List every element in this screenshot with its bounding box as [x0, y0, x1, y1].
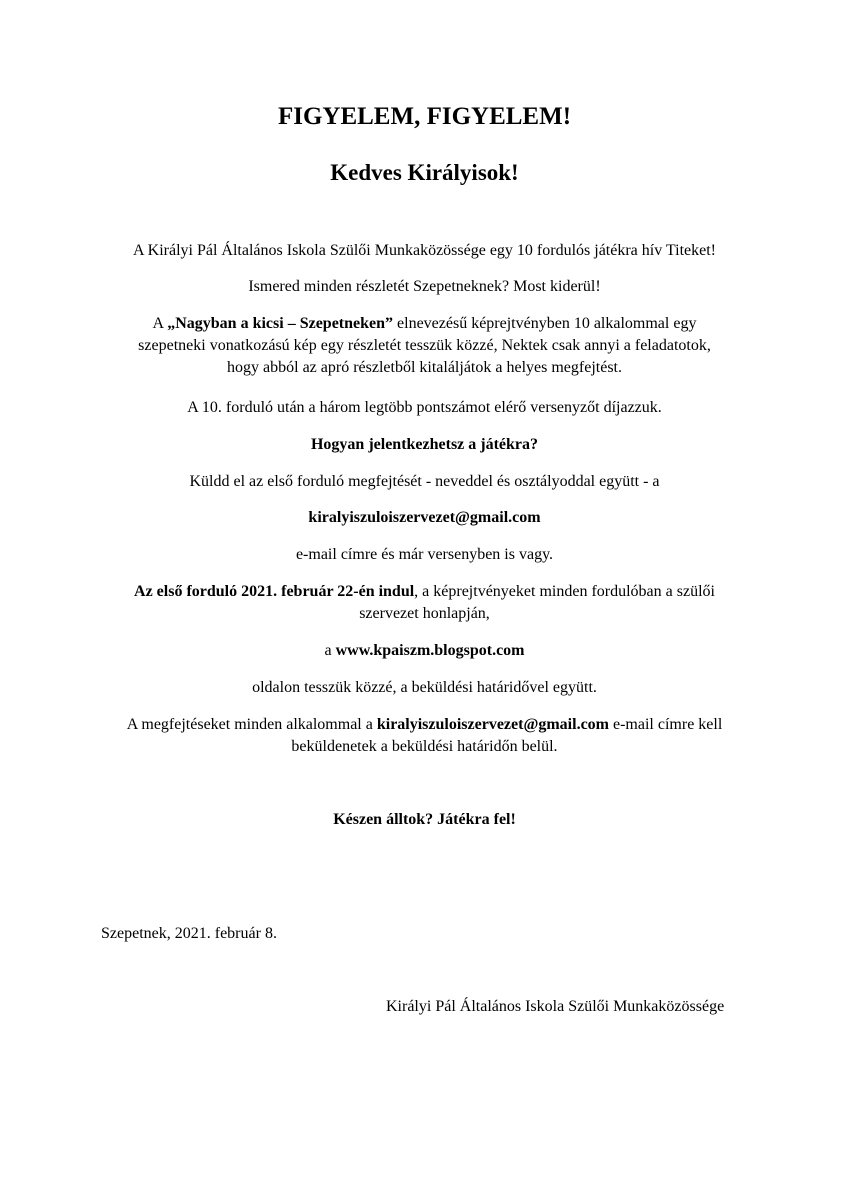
- question-paragraph: Ismered minden részletét Szepetneknek? Most kiderül!: [248, 278, 601, 295]
- email-address: [60, 507, 789, 529]
- email-suffix: e-mail címre és már versenyben is vagy.: [295, 546, 554, 563]
- date-line: Szepetnek, 2021. február 8.: [101, 925, 277, 942]
- website-line: [60, 640, 789, 662]
- email-text: kiralyiszuloiszervezet@gmail.com: [308, 509, 541, 526]
- website-url: www.kpaiszm.blogspot.com: [335, 642, 525, 659]
- start-date-line-1: [60, 581, 789, 603]
- description-line-1: [60, 313, 789, 335]
- how-to-join-text: Hogyan jelentkezhetsz a játékra?: [310, 436, 539, 453]
- description-pre: A: [152, 315, 168, 332]
- prize-paragraph: A 10. forduló után a három legtöbb pontszámot elérő versenyzőt díjazzuk.: [187, 399, 662, 416]
- description-line-3: hogy abból az apró részletből kitaláljátok a helyes megfejtést.: [227, 359, 622, 376]
- signature: Királyi Pál Általános Iskola Szülői Munkaközössége: [386, 998, 725, 1015]
- description-line-2: szepetneki vonatkozású kép egy részletét tesszük közzé, Nektek csak annyi a feladatotok,: [138, 337, 711, 354]
- send-instructions: Küldd el az első forduló megfejtését - neveddel és osztályoddal együtt - a: [189, 473, 660, 490]
- submit-pre: A megfejtéseket minden alkalommal a: [126, 716, 377, 733]
- submit-post: e-mail címre kell: [609, 716, 723, 733]
- game-name: „Nagyban a kicsi – Szepetneken”: [167, 315, 394, 332]
- submit-email: kiralyiszuloiszervezet@gmail.com: [376, 716, 609, 733]
- closing-line: [60, 809, 789, 831]
- intro-paragraph: A Királyi Pál Általános Iskola Szülői Munkaközössége egy 10 fordulós játékra hív Titeket!: [132, 242, 717, 259]
- publish-line: oldalon tesszük közzé, a beküldési határidővel együtt.: [252, 679, 597, 696]
- start-date-post: , a képrejtvényeket minden fordulóban a szülői: [414, 583, 715, 600]
- page-title: FIGYELEM, FIGYELEM!: [277, 103, 572, 130]
- description-post: elnevezésű képrejtvényben 10 alkalommal egy: [393, 315, 697, 332]
- start-date-bold: Az első forduló 2021. február 22-én indul: [134, 583, 415, 600]
- page-subtitle: Kedves Királyisok!: [330, 160, 519, 185]
- how-to-join-heading: [60, 434, 789, 456]
- start-date-line-2: szervezet honlapján,: [359, 605, 490, 622]
- closing-text: Készen álltok? Játékra fel!: [333, 811, 516, 828]
- submit-line-1: [60, 714, 789, 736]
- submit-line-2: beküldenetek a beküldési határidőn belül.: [291, 738, 558, 755]
- website-pre: a: [324, 642, 336, 659]
